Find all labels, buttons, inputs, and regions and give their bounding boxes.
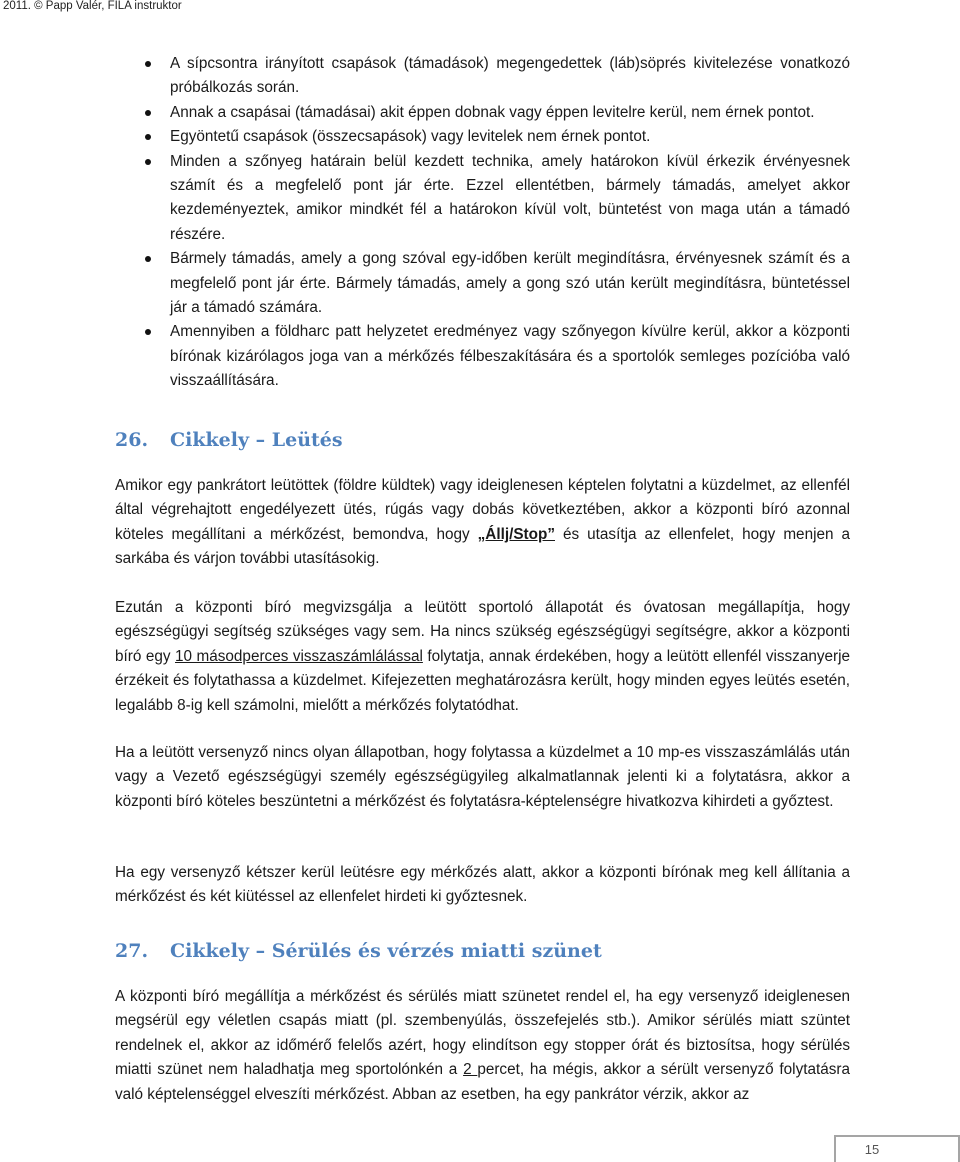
page-header: 2011. © Papp Valér, FILA instruktor bbox=[3, 0, 182, 12]
stop-command: „Állj/Stop” bbox=[477, 525, 555, 543]
section-number: 27. bbox=[115, 940, 149, 962]
page-number: 15 bbox=[864, 1142, 880, 1157]
section-title: Cikkely – Sérülés és vérzés miatti szünet bbox=[170, 940, 602, 962]
paragraph: Ezután a központi bíró megvizsgálja a leütött sportoló állapotát és óvatosan megállapítja, hogy egészségügyi segítség szükséges vagy sem. Ha nincs szükség egészségügyi segítségre, akkor a központi bíró egy 10 másodperces visszaszámlálással folytatja, annak érdekében, hogy a leütött ellenfél visszanyerje érzékeit és folytathassa a küzdelmet. Kifejezetten meghatározásra került, hogy minden egyes leütés esetén, legalább 8-ig kell számolni, mielőtt a mérkőzés folytatódhat. bbox=[115, 599, 850, 714]
section-heading-26 bbox=[115, 428, 343, 452]
section-number: 26. bbox=[115, 429, 149, 451]
list-item: Annak a csapásai (támadásai) akit éppen dobnak vagy éppen levitelre kerül, nem érnek pontot. bbox=[145, 101, 850, 125]
paragraph: Ha egy versenyző kétszer kerül leütésre egy mérkőzés alatt, akkor a központi bírónak meg kell állítania a mérkőzést és két kiütéssel az ellenfelet hirdeti ki győztesnek. bbox=[115, 864, 850, 906]
paragraph: A központi bíró megállítja a mérkőzést és sérülés miatt szünetet rendel el, ha egy versenyző ideiglenesen megsérül egy véletlen csapás miatt (pl. szembenyúlás, összefejelés stb.). Amikor sérülés miatt szüntet rendelnek el, akkor az időmérő felelős azért, hogy elindítson egy stopper órát és biztosítsa, hogy sérülés miatti szünet nem haladhatja meg sportolónkén a 2 percet, ha mégis, akkor a sérült versenyző folytatásra való képtelenséggel elveszíti mérkőzést. Abban az esetben, ha egy pankrátor vérzik, akkor az bbox=[115, 988, 850, 1103]
rules-bullet-list bbox=[145, 52, 850, 394]
list-item: Egyöntetű csapások (összecsapások) vagy levitelek nem érnek pontot. bbox=[145, 125, 850, 149]
countdown-phrase: 10 másodperces visszaszámlálással bbox=[175, 647, 423, 665]
list-item: Amennyiben a földharc patt helyzetet eredményez vagy szőnyegon kívülre kerül, akkor a központi bírónak kizárólagos joga van a mérkőzés félbeszakítására és a sportolók semleges pozícióba való visszaállítására. bbox=[145, 320, 850, 393]
section-title: Cikkely – Leütés bbox=[170, 429, 343, 451]
list-item: Bármely támadás, amely a gong szóval egy-időben került megindításra, érvényesnek számít és a megfelelő pont jár érte. Bármely támadás, amely a gong szó után került megindításra, büntetéssel jár a támadó számára. bbox=[145, 247, 850, 320]
paragraph: Amikor egy pankrátort leütöttek (földre küldtek) vagy ideiglenesen képtelen folytatni a küzdelmet, az ellenfél által végrehajtott engedélyezett ütés, rúgás vagy dobás következtében, akkor a központi bíró azonnal köteles megállítani a mérkőzést, bemondva, hogy „Állj/Stop” és utasítja az ellenfelet, hogy menjen a sarkába és várjon további utasításokig. bbox=[115, 477, 851, 568]
section-heading-27 bbox=[115, 939, 602, 963]
list-item: A sípcsontra irányított csapások (támadások) megengedettek (láb)söprés kivitelezése vonatkozó próbálkozás során. bbox=[145, 52, 850, 101]
list-item: Minden a szőnyeg határain belül kezdett technika, amely határokon kívül érkezik érvényesnek számít és a megfelelő pont jár érte. Ezzel ellentétben, bármely támadás, amelyet akkor kezdeményeztek, amikor mindkét fél a határokon kívül volt, büntetést von maga után a támadó részére. bbox=[145, 150, 850, 248]
minutes-limit: 2 bbox=[463, 1061, 478, 1079]
paragraph: Ha a leütött versenyző nincs olyan állapotban, hogy folytassa a küzdelmet a 10 mp-es visszaszámlálás után vagy a Vezető egészségügyi személy egészségügyileg alkalmatlannak jelenti ki a folytatásra, akkor a központi bíró köteles beszüntetni a mérkőzést és folytatásra-képtelenségre hivatkozva kihirdeti a győztest. bbox=[115, 744, 850, 810]
